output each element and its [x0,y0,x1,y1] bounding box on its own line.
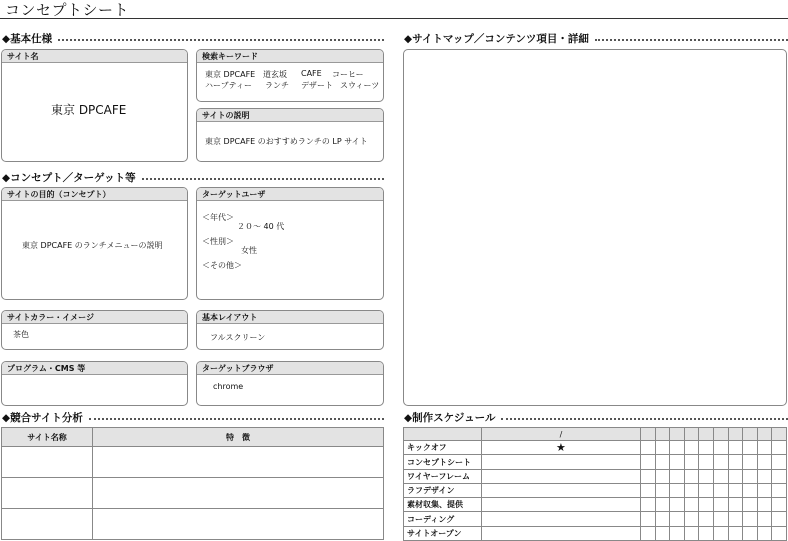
keyword-item: コーヒー [332,70,364,79]
site-color-value: 茶色 [13,330,29,339]
program-box [1,361,188,406]
site-color-label: サイトカラー・イメージ [2,311,187,324]
page-title: コンセプトシート [5,1,130,19]
keywords-box [196,49,384,102]
competitor-name-cell [2,447,93,478]
program-label: プログラム・CMS 等 [2,362,187,375]
section-divider [501,418,788,420]
schedule-date-cell [684,428,699,441]
schedule-task-label: コーディング [404,512,482,526]
schedule-task-label: キックオフ [404,441,482,455]
keyword-item: 道玄坂 [263,70,287,79]
table-row [404,455,787,469]
table-row [2,447,384,478]
competitor-header-name: サイト名称 [2,428,93,447]
schedule-date-cell [743,428,758,441]
description-label: サイトの説明 [197,109,383,122]
section-sitemap [404,31,788,46]
gender-value: 女性 [241,246,257,255]
description-box [196,108,384,162]
purpose-value: 東京 DPCAFE のランチメニューの説明 [22,241,163,250]
site-name-label: サイト名 [2,50,187,63]
competitor-header-feature: 特 徴 [93,428,384,447]
browser-box [196,361,384,406]
browser-value: chrome [213,382,244,391]
site-color-box [1,310,188,350]
schedule-date-cell [757,428,772,441]
schedule-task-label: コンセプトシート [404,455,482,469]
gender-label: ＜性別＞ [202,237,234,246]
table-row [404,498,787,512]
schedule-date-cell [728,428,743,441]
table-row [404,469,787,483]
keyword-item: 東京 DPCAFE [205,70,256,79]
table-row [404,441,787,455]
target-user-box [196,187,384,300]
section-schedule [404,410,788,425]
keyword-item: ランチ [265,81,289,90]
table-header-row [2,428,384,447]
competitor-feature-cell [93,478,384,509]
section-sitemap-label: ◆サイトマップ／コンテンツ項目・詳細 [404,33,589,45]
section-basic-label: ◆基本仕様 [2,33,53,45]
schedule-header-blank [404,428,482,441]
target-user-label: ターゲットユーザ [197,188,383,201]
table-row [404,526,787,540]
browser-label: ターゲットブラウザ [197,362,383,375]
layout-box [196,310,384,350]
competitor-feature-cell [93,447,384,478]
section-basic [2,31,384,46]
section-concept [2,170,384,185]
schedule-task-label: ラフデザイン [404,483,482,497]
keywords-label: 検索キーワード [197,50,383,63]
site-name-box [1,49,188,162]
section-schedule-label: ◆制作スケジュール [404,412,496,424]
schedule-date-cell [655,428,670,441]
section-divider [58,39,384,41]
section-divider [89,418,384,420]
schedule-mark-cell: ★ [482,441,641,455]
section-divider [595,39,788,41]
schedule-date-cell [699,428,714,441]
purpose-label: サイトの目的（コンセプト） [2,188,187,201]
schedule-date-cell [670,428,685,441]
schedule-date-cell [640,428,655,441]
table-row [2,478,384,509]
competitor-feature-cell [93,509,384,540]
site-name-value: 東京 DPCAFE [51,103,127,117]
section-competitor [2,410,384,425]
competitor-table [1,427,384,540]
layout-value: フルスクリーン [210,333,266,342]
keyword-item: デザート [301,81,333,90]
purpose-box [1,187,188,300]
schedule-date-cell [713,428,728,441]
sitemap-area [403,49,787,406]
schedule-task-label: 素材収集、提供 [404,498,482,512]
keyword-item: ハーブティー [205,81,252,90]
description-value: 東京 DPCAFE のおすすめランチの LP サイト [205,137,368,146]
schedule-date-cell [772,428,787,441]
section-competitor-label: ◆競合サイト分析 [2,412,83,424]
competitor-name-cell [2,478,93,509]
keyword-item: スウィーツ [340,81,380,90]
schedule-task-label: ワイヤーフレーム [404,469,482,483]
age-value: ２０～ 40 代 [237,222,285,231]
competitor-name-cell [2,509,93,540]
section-concept-label: ◆コンセプト／ターゲット等 [2,172,136,184]
table-row [404,483,787,497]
table-header-row [404,428,787,441]
table-row [2,509,384,540]
layout-label: 基本レイアウト [197,311,383,324]
age-label: ＜年代＞ [202,213,234,222]
schedule-task-label: サイトオープン [404,526,482,540]
section-divider [142,178,384,180]
other-label: ＜その他＞ [202,261,242,270]
keyword-item: CAFE [301,69,322,78]
title-divider [0,18,788,19]
schedule-table [403,427,787,541]
table-row [404,512,787,526]
schedule-date-cell: / [482,428,641,441]
